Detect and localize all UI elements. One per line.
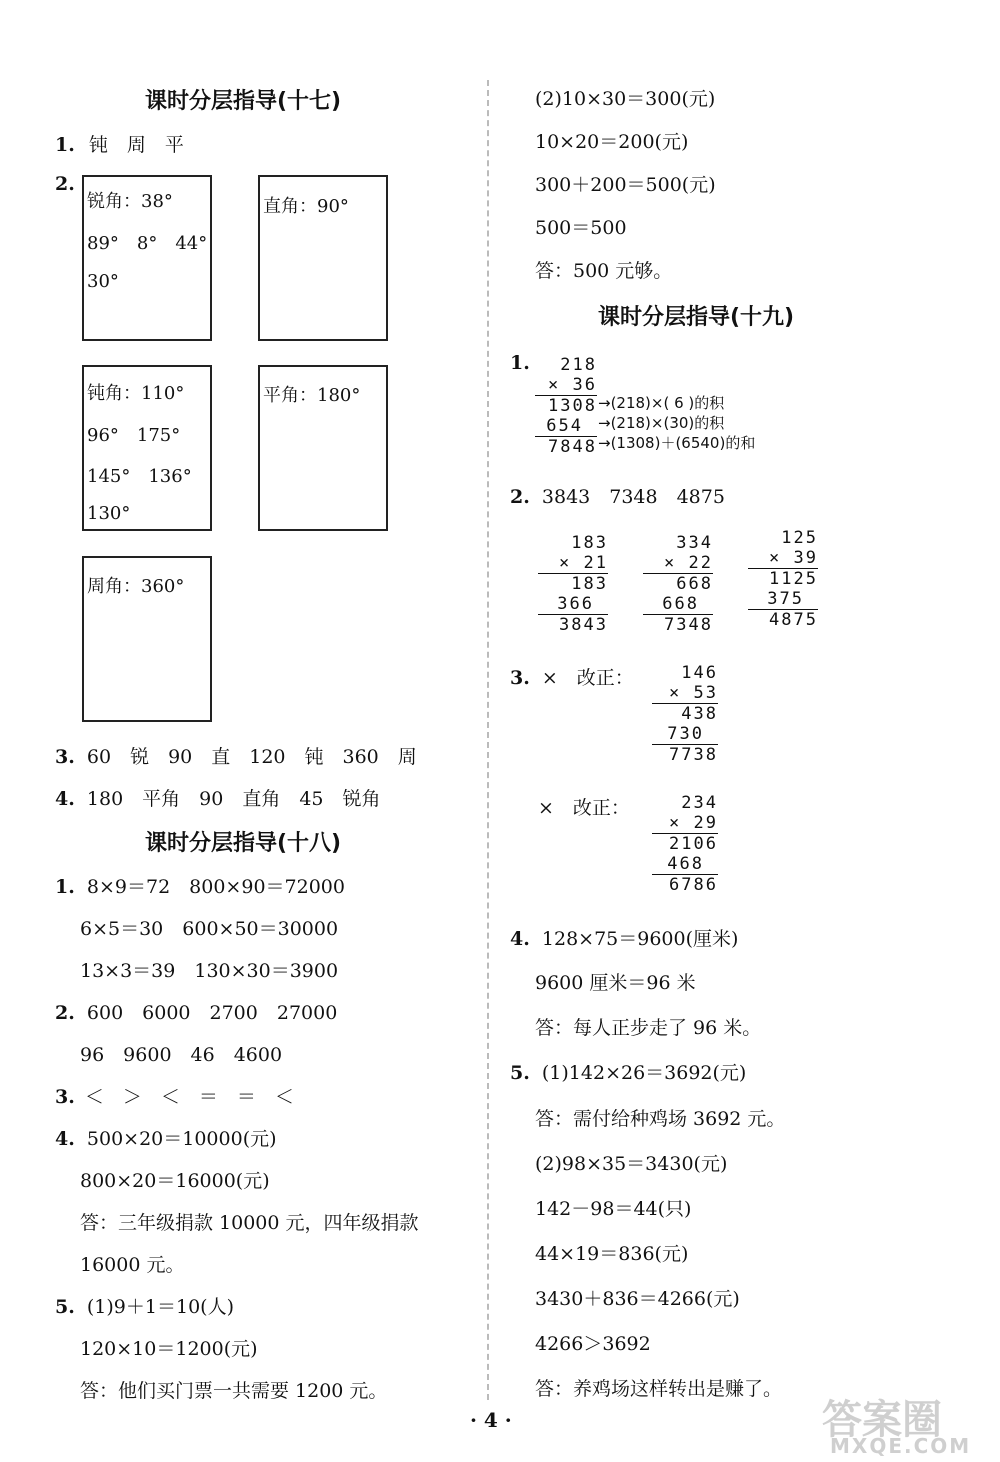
obtuse-values-1: 96° 175° bbox=[87, 425, 181, 446]
answer-line: 800×20＝16000(元) bbox=[80, 1170, 270, 1192]
answer-line: 600 6000 2700 27000 bbox=[86, 1002, 338, 1024]
vertical-multiplication-b bbox=[643, 533, 713, 635]
question-number: 4. bbox=[55, 1128, 75, 1150]
answer-line: 8×9＝72 800×90＝72000 bbox=[86, 876, 345, 898]
vertical-multiplication-1 bbox=[535, 355, 597, 457]
question-number: 1. bbox=[55, 134, 75, 156]
answer-line: 500×20＝10000(元) bbox=[86, 1128, 277, 1150]
answer-line: 答：养鸡场这样转出是赚了。 bbox=[535, 1378, 783, 1400]
calc-line: × 39 bbox=[769, 548, 818, 568]
calc-line: 7738 bbox=[652, 744, 718, 765]
question-number: 2. bbox=[55, 1002, 75, 1024]
obtuse-title: 钝角：110° bbox=[87, 383, 185, 404]
right-angle-box bbox=[258, 175, 388, 341]
calc-line: 375 bbox=[767, 589, 804, 609]
calc-line: × 21 bbox=[559, 553, 608, 573]
question-4 bbox=[55, 784, 381, 811]
calc-line: 7848 bbox=[535, 436, 597, 457]
answer-line: 96 9600 46 4600 bbox=[80, 1044, 283, 1066]
answer-line: 44×19＝836(元) bbox=[535, 1243, 689, 1265]
calc-line: × 22 bbox=[664, 553, 713, 573]
answer-line: (2)10×30＝300(元) bbox=[535, 88, 716, 110]
vertical-multiplication-a bbox=[538, 533, 608, 635]
answer-line: 142－98＝44(只) bbox=[535, 1198, 692, 1220]
s18-question-3 bbox=[55, 1082, 294, 1109]
calc-line: 438 bbox=[652, 703, 718, 724]
question-3 bbox=[55, 742, 417, 769]
right-title: 直角：90° bbox=[263, 196, 349, 217]
calc-line: 2106 bbox=[652, 833, 718, 854]
calc-line: × 36 bbox=[548, 375, 597, 395]
obtuse-values-2: 145° 136° bbox=[87, 466, 192, 487]
question-5 bbox=[510, 1058, 746, 1085]
straight-angle-box bbox=[258, 365, 388, 531]
round-title: 周角：360° bbox=[87, 576, 185, 597]
answer-line: 6×5＝30 600×50＝30000 bbox=[80, 918, 339, 940]
answer-line: 500＝500 bbox=[535, 217, 627, 239]
question-number: 3. bbox=[510, 667, 530, 689]
calc-line: 366 bbox=[557, 594, 594, 614]
calc-line: 3843 bbox=[538, 614, 608, 635]
calc-note: →(1308)＋(6540)的和 bbox=[598, 434, 756, 452]
acute-values-1: 89° 8° 44° bbox=[87, 233, 208, 254]
section-title-18: 课时分层指导(十八) bbox=[145, 831, 342, 856]
calc-line: 183 bbox=[538, 573, 608, 594]
answer-line: 9600 厘米＝96 米 bbox=[535, 972, 696, 994]
column-divider bbox=[487, 80, 489, 1400]
calc-line: 654 bbox=[546, 416, 583, 436]
calc-line: 7348 bbox=[643, 614, 713, 635]
answer-line: 答：需付给种鸡场 3692 元。 bbox=[535, 1108, 786, 1130]
s18-question-1 bbox=[55, 872, 345, 899]
calc-line: 1125 bbox=[748, 568, 818, 589]
question-number: 1. bbox=[55, 876, 75, 898]
watermark-url: MXQE.COM bbox=[830, 1434, 972, 1458]
answer-line: (1)142×26＝3692(元) bbox=[541, 1062, 747, 1084]
calc-line: 668 bbox=[643, 573, 713, 594]
answer-line: 4266＞3692 bbox=[535, 1333, 651, 1355]
section-title-17: 课时分层指导(十七) bbox=[145, 89, 342, 114]
calc-line: × 53 bbox=[669, 683, 718, 703]
calc-line: 468 bbox=[667, 854, 704, 874]
s18-question-5 bbox=[55, 1292, 234, 1319]
question-number: 3. bbox=[55, 1086, 75, 1108]
correction-label: × 改正： bbox=[538, 797, 630, 819]
obtuse-angle-box bbox=[82, 365, 212, 531]
question-number: 2. bbox=[510, 486, 530, 508]
answer-line: 300＋200＝500(元) bbox=[535, 174, 716, 196]
answer-line: 3430＋836＝4266(元) bbox=[535, 1288, 740, 1310]
calc-line: 6786 bbox=[652, 874, 718, 895]
answer-line: 13×3＝39 130×30＝3900 bbox=[80, 960, 339, 982]
answer-line: (2)98×35＝3430(元) bbox=[535, 1153, 728, 1175]
question-4 bbox=[510, 924, 738, 951]
calc-line: 183 bbox=[571, 533, 608, 553]
calc-line: 125 bbox=[781, 528, 818, 548]
calc-line: 1308 bbox=[535, 395, 597, 416]
question-number: 5. bbox=[55, 1296, 75, 1318]
answer-text: 3843 7348 4875 bbox=[541, 486, 725, 508]
question-number: 1. bbox=[510, 352, 530, 374]
watermark-logo: 答案圈 bbox=[822, 1397, 942, 1443]
acute-angle-box bbox=[82, 175, 212, 341]
calc-line: 334 bbox=[676, 533, 713, 553]
question-number: 4. bbox=[510, 928, 530, 950]
answer-line: 128×75＝9600(厘米) bbox=[541, 928, 739, 950]
answer-line: (1)9＋1＝10(人) bbox=[86, 1296, 234, 1318]
acute-values-2: 30° bbox=[87, 271, 119, 292]
answer-line: 答：三年级捐款 10000 元，四年级捐款 bbox=[80, 1212, 419, 1234]
s18-question-2 bbox=[55, 998, 337, 1025]
vertical-multiplication-d bbox=[652, 663, 718, 765]
calc-line: 4875 bbox=[748, 609, 818, 630]
straight-title: 平角：180° bbox=[263, 385, 361, 406]
correction-label: × 改正： bbox=[541, 667, 634, 689]
calc-line: 730 bbox=[667, 724, 704, 744]
calc-line: × 29 bbox=[669, 813, 718, 833]
question-3 bbox=[510, 663, 634, 690]
calc-note: →(218)×(30)的积 bbox=[598, 414, 725, 432]
question-number: 3. bbox=[55, 746, 75, 768]
answer-line: 答：500 元够。 bbox=[535, 260, 673, 282]
calc-line: 146 bbox=[681, 663, 718, 683]
s18-question-4 bbox=[55, 1124, 277, 1151]
obtuse-values-3: 130° bbox=[87, 503, 131, 524]
question-number: 5. bbox=[510, 1062, 530, 1084]
calc-line: 234 bbox=[681, 793, 718, 813]
answer-text: 钝 周 平 bbox=[88, 134, 184, 156]
vertical-multiplication-c bbox=[748, 528, 818, 630]
answer-text: 180 平角 90 直角 45 锐角 bbox=[86, 788, 381, 810]
calc-line: 668 bbox=[662, 594, 699, 614]
question-2 bbox=[510, 482, 725, 509]
answer-text: 60 锐 90 直 120 钝 360 周 bbox=[86, 746, 417, 768]
answer-text: ＜ ＞ ＜ ＝ ＝ ＜ bbox=[84, 1086, 294, 1108]
answer-line: 10×20＝200(元) bbox=[535, 131, 689, 153]
answer-line: 答：他们买门票一共需要 1200 元。 bbox=[80, 1380, 388, 1402]
section-title-19: 课时分层指导(十九) bbox=[598, 305, 795, 330]
round-angle-box bbox=[82, 556, 212, 722]
answer-line: 16000 元。 bbox=[80, 1254, 185, 1276]
answer-line: 120×10＝1200(元) bbox=[80, 1338, 258, 1360]
answer-line: 答：每人正步走了 96 米。 bbox=[535, 1017, 762, 1039]
question-number: 4. bbox=[55, 788, 75, 810]
question-2-number: 2. bbox=[55, 173, 75, 195]
calc-line: 218 bbox=[560, 355, 597, 375]
page-number: · 4 · bbox=[470, 1408, 512, 1432]
vertical-multiplication-e bbox=[652, 793, 718, 895]
question-1 bbox=[55, 130, 184, 157]
calc-note: →(218)×( 6 )的积 bbox=[598, 394, 725, 412]
acute-title: 锐角：38° bbox=[87, 191, 173, 212]
